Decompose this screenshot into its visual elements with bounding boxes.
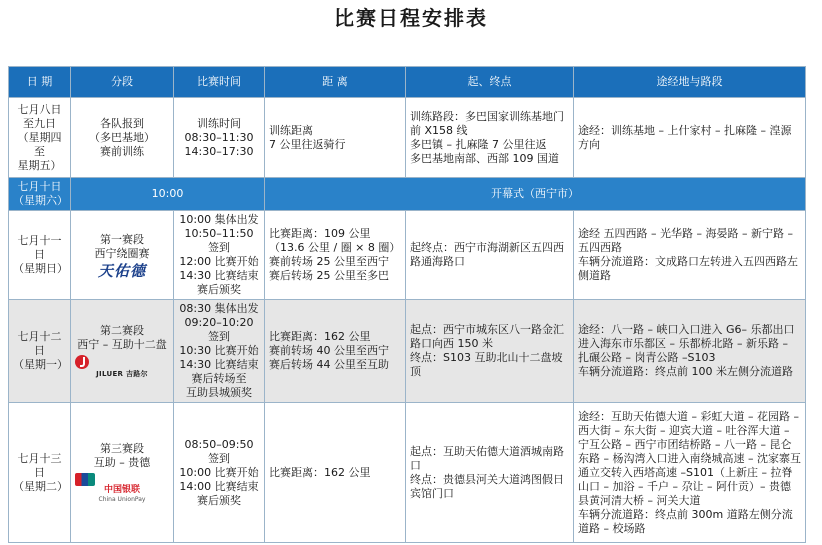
time-line: 10:00 集体出发 — [179, 213, 259, 226]
date-line: （星期日） — [13, 262, 68, 275]
route-cell — [574, 403, 806, 543]
stage-line: 第二赛段 — [100, 324, 144, 337]
date-line: （星期六） — [13, 194, 68, 207]
time-line: 10:00 比赛开始 — [179, 465, 259, 479]
unionpay-logo — [75, 473, 169, 504]
points-cell — [406, 211, 574, 300]
distance-line: 比赛距离：162 公里 — [269, 330, 371, 343]
stage-line: 赛前训练 — [100, 144, 144, 158]
time-cell — [174, 403, 265, 543]
distance-line: 赛前转场 25 公里至西宁 — [269, 255, 389, 268]
time-line: 赛后颁奖 — [197, 283, 241, 296]
time-cell — [174, 98, 265, 178]
distance-line: 赛后转场 25 公里至多巴 — [269, 269, 389, 282]
date-cell — [9, 178, 71, 211]
schedule-table — [8, 66, 806, 543]
route-cell — [574, 98, 806, 178]
points-cell — [406, 98, 574, 178]
distance-line: 赛后转场 44 公里至互助 — [269, 358, 389, 371]
points-line: 多巴镇 – 扎麻隆 7 公里往返 — [410, 137, 547, 151]
date-line: （星期四至 — [17, 130, 62, 158]
time-line: 14:30–17:30 — [184, 144, 254, 158]
route-line: 途经：互助天佑德大道 – 彩虹大道 – 花园路 – 西大街 – 东大街 – 迎宾大道 – 吐谷浑大道 – 宁互公路 – 西宁市团结桥路 – 八一路 – 昆仑东路 – 杨沟湾入口进入南绕城高速 – 沈家寨互通立交转入西塔高速 –S101（上新庄 – 拉脊山口 – 加浴 – 千户 – 尕让 – 阿什贡）– 贵德县黄河清大桥 – 河关大道 — [578, 409, 801, 507]
stage-line: （多巴基地） — [89, 130, 155, 144]
ceremony-time: 10:00 — [71, 178, 265, 211]
stage-cell — [71, 300, 174, 403]
time-line: 09:20–10:20 签到 — [184, 316, 254, 343]
distance-cell — [265, 300, 406, 403]
stage-cell — [71, 403, 174, 543]
distance-cell — [265, 211, 406, 300]
route-line: 车辆分流道路：终点前 100 米左侧分流道路 — [578, 365, 793, 378]
header-time: 比赛时间 — [174, 67, 265, 98]
tianyoude-logo: 天佑德 — [97, 261, 146, 280]
date-line: 星期五） — [17, 158, 62, 172]
jiluer-logo-text: JILUER 吉路尔 — [96, 370, 148, 378]
distance-line: （13.6 公里 / 圈 × 8 圈） — [269, 241, 401, 254]
table-row — [9, 403, 806, 543]
date-line: 七月十一日 — [17, 234, 62, 261]
time-line: 14:00 比赛结束 — [179, 479, 259, 493]
points-line: 起点：西宁市城东区八一路金汇路口向西 150 米 — [410, 323, 564, 350]
date-line: 七月八日 — [17, 102, 62, 116]
date-line: （星期二） — [13, 479, 68, 493]
points-cell — [406, 300, 574, 403]
jiluer-logo — [75, 355, 169, 378]
time-cell — [174, 300, 265, 403]
points-line: 起点：互助天佑德大道酒城南路口 — [410, 444, 564, 472]
time-line: 14:30 比赛结束 — [179, 358, 259, 371]
unionpay-logo-cn: 中国银联 — [103, 484, 140, 495]
table-row — [9, 98, 806, 178]
time-line: 08:30 集体出发 — [179, 302, 259, 315]
header-row — [9, 67, 806, 98]
date-line: 七月十日 — [17, 180, 62, 193]
route-line: 车辆分流道路：文成路口左转进入五四西路左侧道路 — [578, 255, 798, 282]
route-line: 车辆分流道路：终点前 300m 道路左侧分流道路 – 校场路 — [578, 507, 793, 535]
stage-line: 第三赛段 — [100, 441, 144, 455]
route-cell — [574, 300, 806, 403]
time-line: 08:50–09:50 签到 — [184, 437, 254, 465]
points-line: 终点：S103 互助北山十二盘坡顶 — [410, 351, 563, 378]
time-line: 互助县城颁奖 — [186, 386, 252, 399]
schedule-table-wrapper — [8, 66, 805, 543]
stage-line: 第一赛段 — [100, 232, 144, 246]
header-distance: 距 离 — [265, 67, 406, 98]
route-line: 途经：八一路 – 峡口入口进入 G6– 乐都出口进入海东市乐都区 – 乐都桥北路 – 新乐路 – 扎碾公路 – 岗青公路 –S103 — [578, 323, 795, 364]
route-line: 途经：训练基地 – 上什家村 – 扎麻隆 – 湟源方向 — [578, 123, 792, 151]
time-line: 10:50–11:50 签到 — [184, 227, 254, 254]
date-cell — [9, 403, 71, 543]
distance-cell — [265, 403, 406, 543]
ceremony-event: 开幕式（西宁市） — [265, 178, 806, 211]
unionpay-card-icon — [75, 473, 95, 486]
distance-line: 赛前转场 40 公里至西宁 — [269, 344, 389, 357]
distance-line: 训练距离 — [269, 123, 313, 137]
opening-ceremony-row — [9, 178, 806, 211]
time-line: 14:30 比赛结束 — [179, 269, 259, 282]
stage-cell — [71, 211, 174, 300]
points-line: 终点：贵德县河关大道鸿图假日宾馆门口 — [410, 472, 564, 500]
points-line: 训练路段：多巴国家训练基地门前 X158 线 — [410, 109, 564, 137]
header-points: 起、终点 — [406, 67, 574, 98]
points-line: 起终点：西宁市海湖新区五四西路通海路口 — [410, 241, 564, 268]
date-cell — [9, 211, 71, 300]
table-row — [9, 300, 806, 403]
distance-line: 比赛距离：162 公里 — [269, 465, 371, 479]
jiluer-mark-icon — [75, 355, 89, 369]
table-row — [9, 211, 806, 300]
stage-line: 西宁绕圈赛 — [94, 246, 150, 260]
header-date: 日 期 — [9, 67, 71, 98]
date-cell — [9, 98, 71, 178]
route-line: 途经 五四西路 – 光华路 – 海晏路 – 新宁路 – 五四西路 — [578, 227, 793, 254]
page-title: 比赛日程安排表 — [334, 6, 488, 30]
distance-line: 比赛距离：109 公里 — [269, 227, 371, 240]
stage-line: 互助 – 贵德 — [93, 455, 151, 469]
time-line: 08:30–11:30 — [184, 130, 254, 144]
time-cell — [174, 211, 265, 300]
time-line: 10:30 比赛开始 — [179, 344, 259, 357]
stage-line: 各队报到 — [100, 116, 144, 130]
date-line: 至九日 — [23, 116, 56, 130]
stage-cell — [71, 98, 174, 178]
time-line: 训练时间 — [197, 116, 241, 130]
date-line: （星期一） — [13, 358, 68, 371]
distance-line: 7 公里往返骑行 — [269, 137, 346, 151]
unionpay-logo-en: China UnionPay — [98, 495, 146, 503]
time-line: 12:00 比赛开始 — [179, 255, 259, 268]
stage-line: 西宁 – 互助十二盘 — [77, 338, 167, 351]
distance-cell — [265, 98, 406, 178]
header-stage: 分段 — [71, 67, 174, 98]
date-line: 七月十二日 — [17, 330, 62, 357]
points-cell — [406, 403, 574, 543]
date-line: 七月十三日 — [17, 451, 62, 479]
unionpay-logo-text — [75, 486, 169, 504]
time-line: 赛后转场至 — [191, 372, 247, 385]
time-line: 赛后颁奖 — [197, 493, 241, 507]
points-line: 多巴基地南部、西部 109 国道 — [410, 151, 559, 165]
route-cell — [574, 211, 806, 300]
header-route: 途经地与路段 — [574, 67, 806, 98]
date-cell — [9, 300, 71, 403]
